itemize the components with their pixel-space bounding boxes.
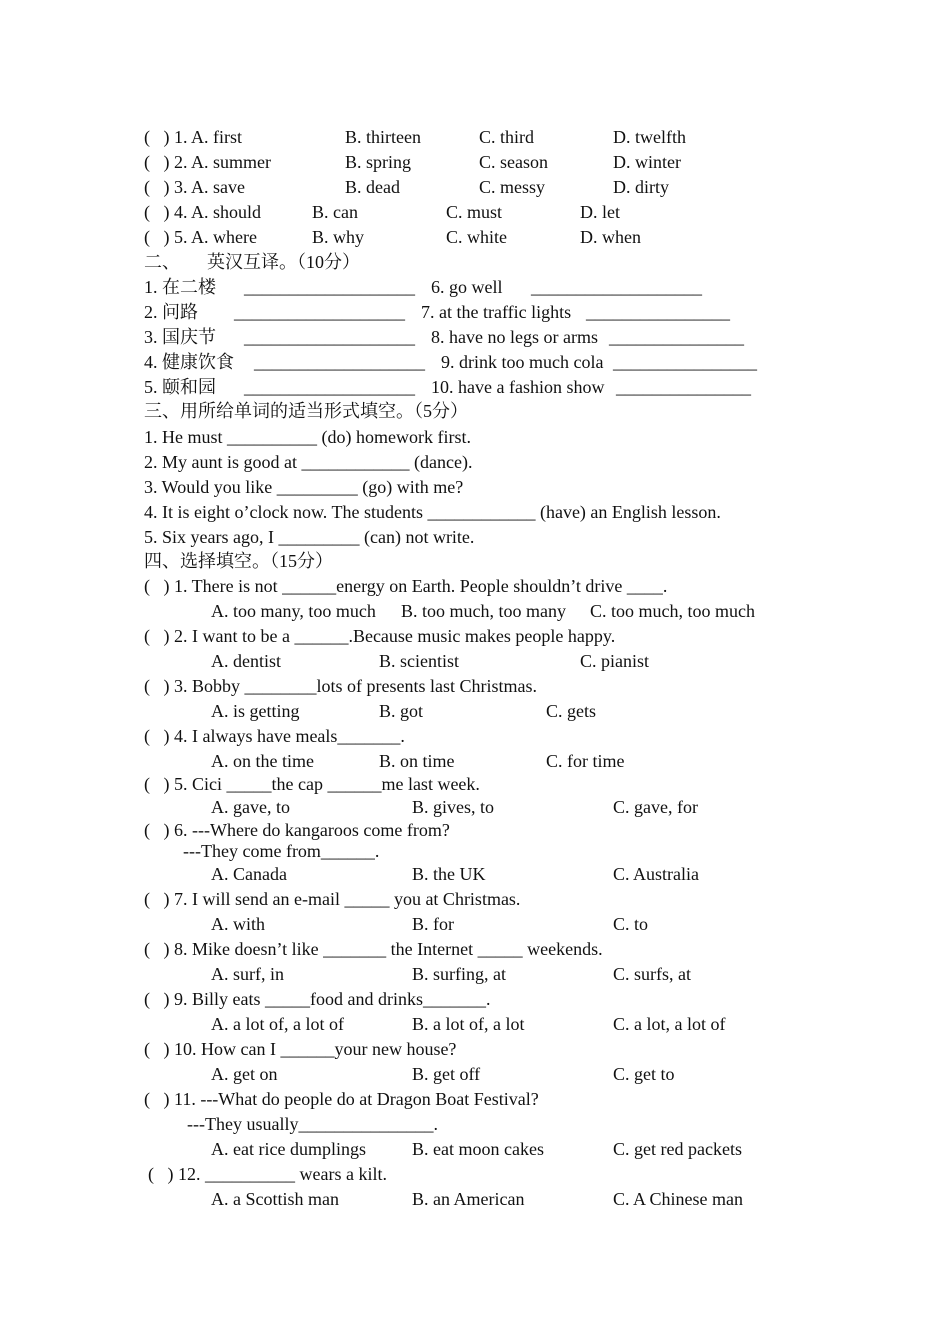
option-c: C. Australia bbox=[613, 864, 699, 884]
answer-blank[interactable]: ___________________ bbox=[244, 277, 415, 297]
option-a: A. surf, in bbox=[211, 964, 284, 984]
option-c: C. a lot, a lot of bbox=[613, 1014, 726, 1034]
question-stem: ( ) 1. There is not ______energy on Earth. People shouldn’t drive ____. bbox=[144, 576, 668, 596]
question-stem: ( ) 10. How can I ______your new house? bbox=[144, 1039, 457, 1059]
option-a: A. Canada bbox=[211, 864, 287, 884]
option-b: B. spring bbox=[345, 152, 412, 172]
question-stem: ( ) 12. __________ wears a kilt. bbox=[148, 1164, 387, 1184]
section-heading: 三、用所给单词的适当形式填空。（5分） bbox=[144, 401, 468, 421]
option-c: C. get to bbox=[613, 1064, 675, 1084]
section-heading: 四、选择填空。（15分） bbox=[144, 551, 333, 571]
option-b: B. scientist bbox=[379, 651, 459, 671]
option-d: D. twelfth bbox=[613, 127, 686, 147]
answer-blank[interactable]: ___________________ bbox=[531, 277, 702, 297]
option-a: A. on the time bbox=[211, 751, 314, 771]
translate-item: 5. 颐和园 bbox=[144, 377, 216, 397]
option-c: C. A Chinese man bbox=[613, 1189, 743, 1209]
option-c: C. must bbox=[446, 202, 503, 222]
answer-blank[interactable]: _______________ bbox=[609, 327, 744, 347]
question-stem: ( ) 2. A. summer bbox=[144, 152, 271, 172]
option-c: C. gets bbox=[546, 701, 597, 721]
question-stem: ( ) 4. A. should bbox=[144, 202, 261, 222]
option-b: B. can bbox=[312, 202, 358, 222]
question-stem: ( ) 11. ---What do people do at Dragon Boat Festival? bbox=[144, 1089, 539, 1109]
option-d: D. when bbox=[580, 227, 641, 247]
fill-in-item: 4. It is eight o’clock now. The students ____________ (have) an English lesson. bbox=[144, 502, 721, 522]
option-c: C. messy bbox=[479, 177, 546, 197]
question-stem: ( ) 4. I always have meals_______. bbox=[144, 726, 405, 746]
option-c: C. pianist bbox=[580, 651, 650, 671]
translate-item: 9. drink too much cola bbox=[441, 352, 604, 372]
question-stem: ( ) 5. Cici _____the cap ______me last week. bbox=[144, 774, 480, 794]
option-a: A. dentist bbox=[211, 651, 281, 671]
option-b: B. surfing, at bbox=[412, 964, 506, 984]
question-stem-line2: ---They come from______. bbox=[183, 841, 380, 861]
option-b: B. eat moon cakes bbox=[412, 1139, 544, 1159]
option-a: A. gave, to bbox=[211, 797, 290, 817]
option-a: A. too many, too much bbox=[211, 601, 376, 621]
option-d: D. dirty bbox=[613, 177, 669, 197]
fill-in-item: 2. My aunt is good at ____________ (dance). bbox=[144, 452, 473, 472]
option-c: C. season bbox=[479, 152, 548, 172]
option-a: A. a lot of, a lot of bbox=[211, 1014, 344, 1034]
question-stem: ( ) 6. ---Where do kangaroos come from? bbox=[144, 820, 450, 840]
translate-item: 4. 健康饮食 bbox=[144, 352, 234, 372]
answer-blank[interactable]: ___________________ bbox=[254, 352, 425, 372]
option-b: B. a lot of, a lot bbox=[412, 1014, 525, 1034]
option-b: B. for bbox=[412, 914, 454, 934]
question-stem: ( ) 3. Bobby ________lots of presents last Christmas. bbox=[144, 676, 537, 696]
question-stem-line2: ---They usually_______________. bbox=[187, 1114, 438, 1134]
option-c: C. surfs, at bbox=[613, 964, 691, 984]
fill-in-item: 5. Six years ago, I _________ (can) not write. bbox=[144, 527, 475, 547]
answer-blank[interactable]: _______________ bbox=[616, 377, 751, 397]
question-stem: ( ) 8. Mike doesn’t like _______ the Internet _____ weekends. bbox=[144, 939, 603, 959]
option-b: B. why bbox=[312, 227, 365, 247]
question-stem: ( ) 9. Billy eats _____food and drinks_______. bbox=[144, 989, 491, 1009]
option-c: C. too much, too much bbox=[590, 601, 755, 621]
question-stem: ( ) 1. A. first bbox=[144, 127, 242, 147]
answer-blank[interactable]: ________________ bbox=[613, 352, 757, 372]
option-a: A. a Scottish man bbox=[211, 1189, 339, 1209]
option-c: C. third bbox=[479, 127, 535, 147]
option-c: C. get red packets bbox=[613, 1139, 742, 1159]
question-stem: ( ) 3. A. save bbox=[144, 177, 245, 197]
option-c: C. gave, for bbox=[613, 797, 698, 817]
answer-blank[interactable]: ___________________ bbox=[244, 327, 415, 347]
question-stem: ( ) 7. I will send an e-mail _____ you at Christmas. bbox=[144, 889, 521, 909]
option-a: A. get on bbox=[211, 1064, 278, 1084]
answer-blank[interactable]: ___________________ bbox=[244, 377, 415, 397]
answer-blank[interactable]: ___________________ bbox=[234, 302, 405, 322]
question-stem: ( ) 5. A. where bbox=[144, 227, 257, 247]
translate-item: 3. 国庆节 bbox=[144, 327, 216, 347]
option-a: A. eat rice dumplings bbox=[211, 1139, 366, 1159]
translate-item: 2. 问路 bbox=[144, 302, 198, 322]
translate-item: 6. go well bbox=[431, 277, 503, 297]
section-heading: 二、 英汉互译。（10分） bbox=[144, 252, 360, 272]
option-a: A. with bbox=[211, 914, 265, 934]
fill-in-item: 3. Would you like _________ (go) with me? bbox=[144, 477, 464, 497]
question-stem: ( ) 2. I want to be a ______.Because music makes people happy. bbox=[144, 626, 616, 646]
option-b: B. gives, to bbox=[412, 797, 495, 817]
answer-blank[interactable]: ________________ bbox=[586, 302, 730, 322]
option-b: B. thirteen bbox=[345, 127, 421, 147]
option-b: B. an American bbox=[412, 1189, 525, 1209]
option-d: D. winter bbox=[613, 152, 681, 172]
option-b: B. got bbox=[379, 701, 424, 721]
option-d: D. let bbox=[580, 202, 620, 222]
option-b: B. dead bbox=[345, 177, 400, 197]
option-c: C. for time bbox=[546, 751, 625, 771]
translate-item: 1. 在二楼 bbox=[144, 277, 216, 297]
option-b: B. get off bbox=[412, 1064, 481, 1084]
translate-item: 7. at the traffic lights bbox=[421, 302, 572, 322]
fill-in-item: 1. He must __________ (do) homework first. bbox=[144, 427, 471, 447]
translate-item: 10. have a fashion show bbox=[431, 377, 605, 397]
option-b: B. the UK bbox=[412, 864, 486, 884]
option-b: B. too much, too many bbox=[401, 601, 566, 621]
option-c: C. to bbox=[613, 914, 649, 934]
translate-item: 8. have no legs or arms bbox=[431, 327, 598, 347]
option-c: C. white bbox=[446, 227, 507, 247]
option-b: B. on time bbox=[379, 751, 455, 771]
option-a: A. is getting bbox=[211, 701, 300, 721]
